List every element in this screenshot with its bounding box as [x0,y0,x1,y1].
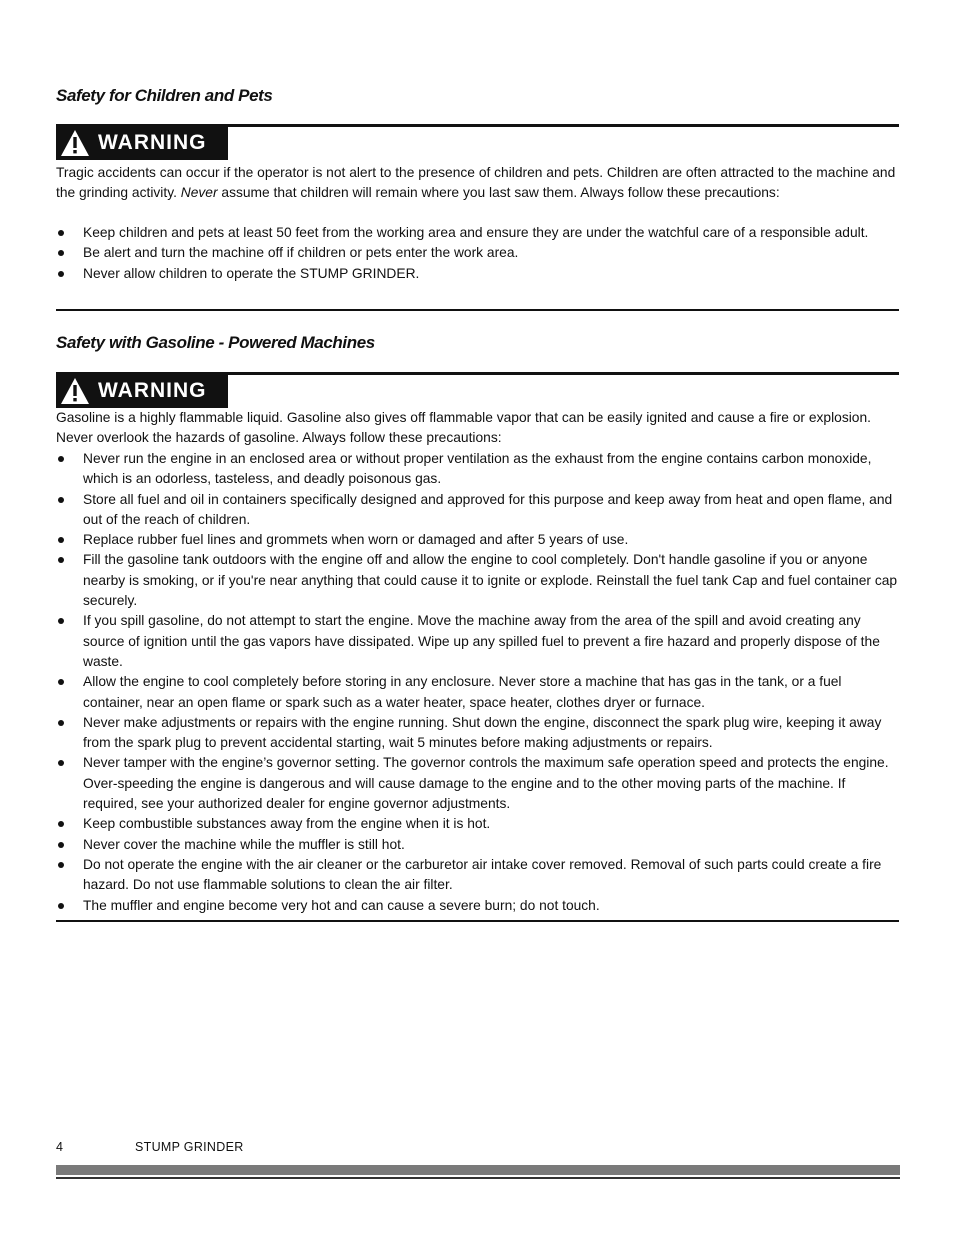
bullet-icon [58,557,64,563]
precaution-item [56,753,898,814]
bullet-icon [58,456,64,462]
section-end-rule [56,309,899,311]
bullet-icon [58,271,64,277]
never-emphasis: Never [180,185,218,201]
precaution-item [56,835,898,855]
precaution-item [56,223,898,243]
footer-line [56,1177,900,1179]
precaution-item [56,672,898,713]
precaution-item [56,243,898,263]
page-number: 4 [56,1140,63,1154]
precaution-text: If you spill gasoline, do not attempt to start the engine. Move the machine away from the area of the spill and avoid creating any source of ignition until the gas vapors have dissipated. Wipe up any spilled fuel to prevent a fire hazard and properly dispose of the waste. [83,613,880,669]
children-precautions-list [56,223,898,284]
precaution-item [56,550,898,611]
warning-label: WARNING [98,131,207,154]
gasoline-intro: Gasoline is a highly flammable liquid. Gasoline also gives off flammable vapor that can be easily ignited and cause a fire or explosion. Never overlook the hazards of gasoline. Always follow these precautions: [56,410,871,446]
gasoline-precautions-list [56,449,898,916]
precaution-text: Never cover the machine while the muffler is still hot. [83,836,405,852]
bullet-icon [58,760,64,766]
precaution-text: Allow the engine to cool completely before storing in any enclosure. Never store a machine that has gas in the tank, or a fuel container, near an open flame or spark such as a water heater, space heater, clothes dryer or furnace. [83,674,842,710]
precaution-item [56,264,898,284]
precaution-text: Be alert and turn the machine off if children or pets enter the work area. [83,245,519,261]
precaution-item [56,713,898,754]
precaution-item [56,611,898,672]
warning-label: WARNING [98,379,207,402]
section-title-children-pets: Safety for Children and Pets [56,86,273,105]
bullet-icon [58,679,64,685]
footer-bar [56,1165,900,1175]
bullet-icon [58,821,64,827]
precaution-text: Never make adjustments or repairs with the engine running. Shut down the engine, disconnect the spark plug wire, keeping it away from the spark plug to prevent accidental starting, wait 5 minutes before making adjustments or repairs. [83,714,882,751]
precaution-text: Keep children and pets at least 50 feet from the working area and ensure they are under the watchful care of a responsible adult. [83,225,869,240]
footer-title: STUMP GRINDER [135,1140,244,1154]
precaution-item [56,814,898,834]
children-intro: Tragic accidents can occur if the operator is not alert to the presence of children and pets. Children are often attracted to the machine and the grinding activity. Never assume that children will remain where you last saw them. Always follow these precautions: [56,165,896,201]
bullet-icon [58,230,64,236]
precaution-item [56,490,898,531]
bullet-icon [58,250,64,256]
bullet-icon [58,497,64,503]
bullet-icon [58,720,64,726]
section-end-rule [56,920,899,922]
precaution-text: Replace rubber fuel lines and grommets when worn or damaged and after 5 years of use. [83,532,629,548]
precaution-text: The muffler and engine become very hot and can cause a severe burn; do not touch. [83,897,600,913]
precaution-item [56,896,898,916]
bullet-icon [58,618,64,624]
precaution-text: Store all fuel and oil in containers specifically designed and approved for this purpose and keep away from heat and open flame, and out of the reach of children. [83,491,893,527]
section-title-gasoline: Safety with Gasoline - Powered Machines [56,333,375,352]
bullet-icon [58,862,64,868]
warning-banner [56,374,228,408]
warning-triangle-icon [56,374,90,408]
precaution-item [56,530,898,550]
precaution-item [56,855,898,896]
bullet-icon [58,842,64,848]
precaution-text: Never tamper with the engine’s governor setting. The governor controls the maximum safe operation speed and protects the engine. Over-speeding the engine is dangerous and will cause damage to the engine and to the other moving parts of the machine. If required, see your authorized dealer for engine governor adjustments. [83,755,889,812]
precaution-text: Never allow children to operate the STUMP GRINDER. [83,265,420,281]
warning-triangle-icon [56,126,90,160]
precaution-text: Fill the gasoline tank outdoors with the engine off and allow the engine to cool completely. Don't handle gasoline if you or anyone nearby is smoking, or if you're near anything that could cause it to ignite or explode. Reinstall the fuel tank Cap and fuel container cap securely. [83,552,898,609]
precaution-text: Keep combustible substances away from the engine when it is hot. [83,816,491,832]
bullet-icon [58,903,64,909]
precaution-text: Do not operate the engine with the air cleaner or the carburetor air intake cover removed. Removal of such parts could create a fire hazard. Do not use flammable solutions to clean the air filter. [83,856,882,893]
precaution-text: Never run the engine in an enclosed area or without proper ventilation as the exhaust from the engine contains carbon monoxide, which is an odorless, tasteless, and deadly poisonous gas. [83,451,872,487]
warning-banner [56,126,228,160]
precaution-item [56,449,898,490]
bullet-icon [58,537,64,543]
